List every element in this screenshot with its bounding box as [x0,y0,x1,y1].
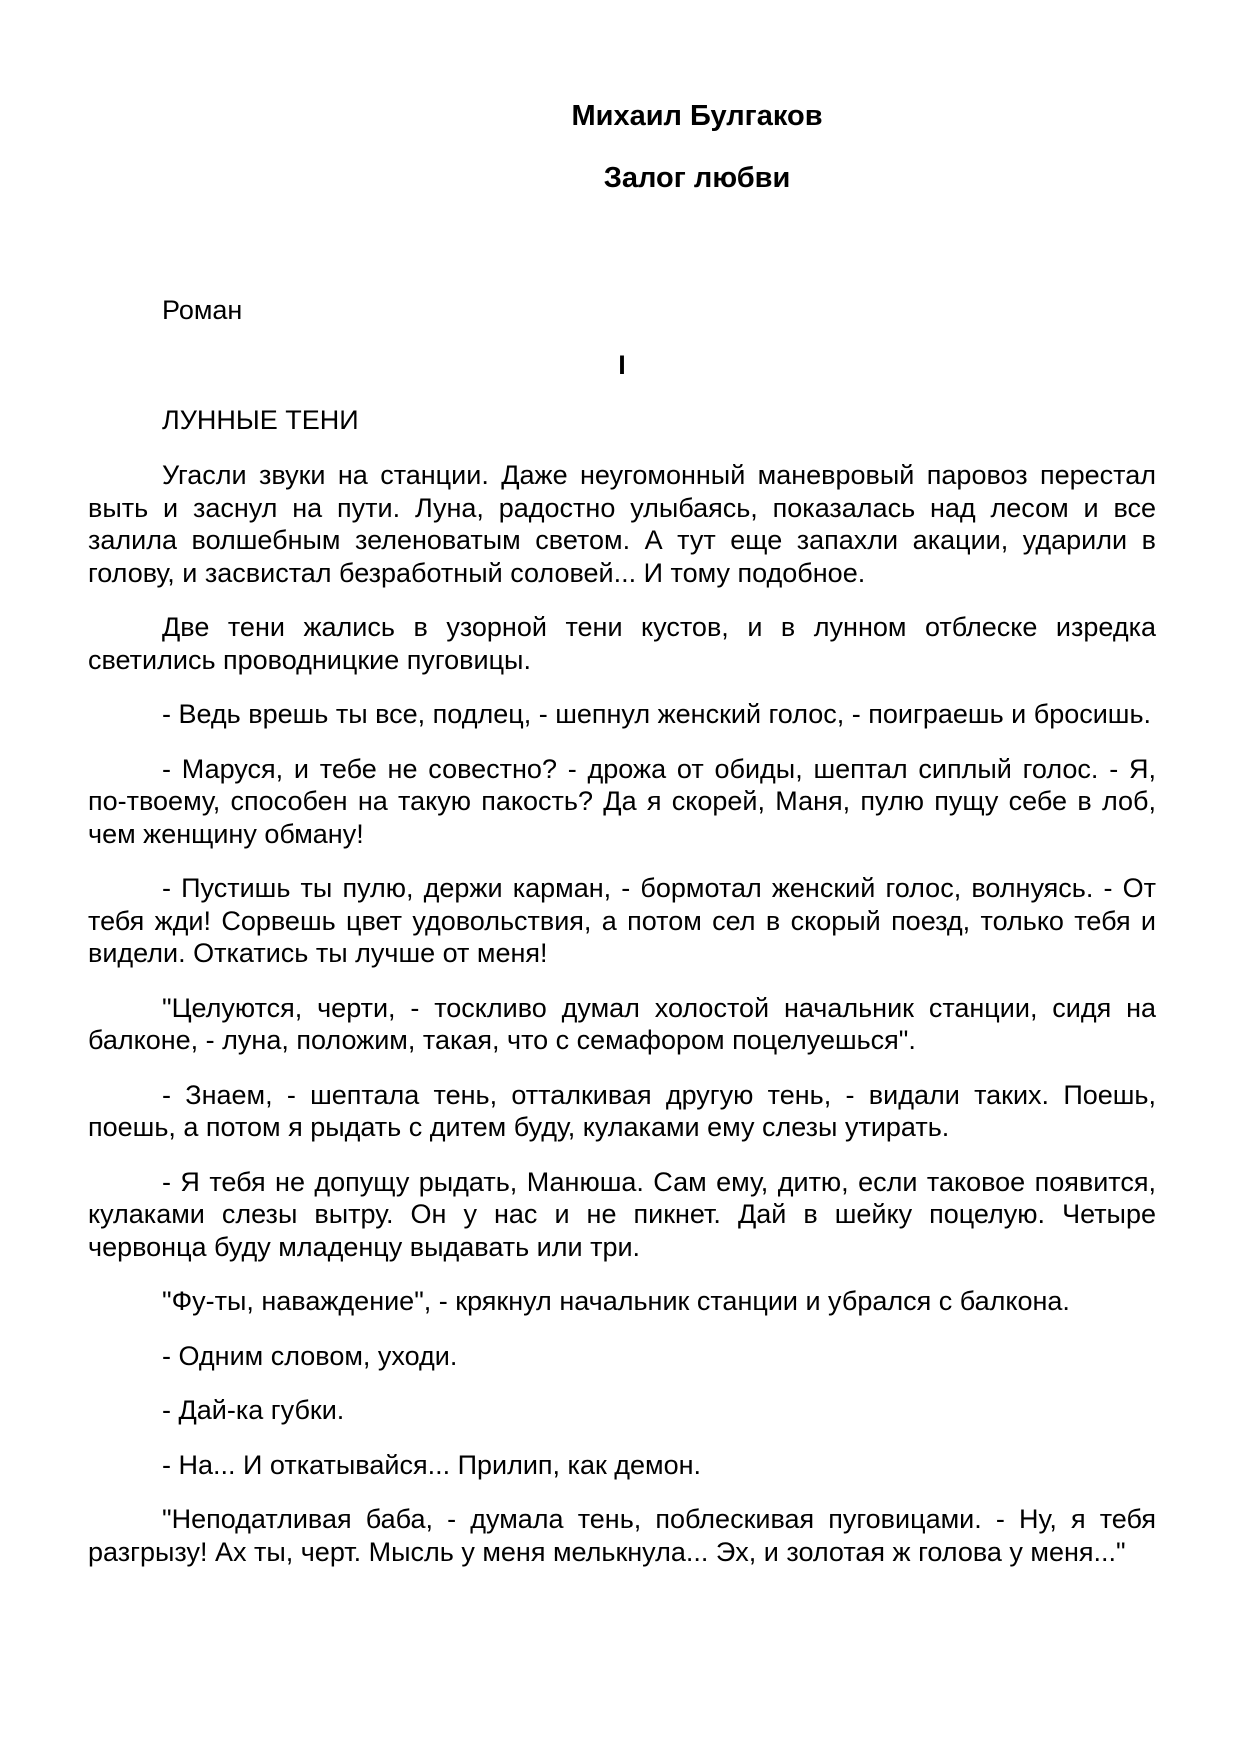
paragraph: Угасли звуки на станции. Даже неугомонный маневровый паровоз перестал выть и заснул на пути. Луна, радостно улыбаясь, показалась над лесом и все залила волшебным зеленоватым светом. А тут еще запахли акации, ударили в голову, и засвистал безработный соловей... И тому подобное. [88,460,1156,588]
paragraph: - На... И откатывайся... Прилип, как демон. [162,1449,702,1480]
paragraph: - Знаем, - шептала тень, отталкивая другую тень, - видали таких. Поешь, поешь, а потом я рыдать с дитем буду, кулаками ему слезы утирать. [88,1079,1156,1142]
paragraph: - Ведь врешь ты все, подлец, - шепнул женский голос, - поиграешь и бросишь. [162,699,1152,729]
chapter-number: I [618,350,626,380]
paragraph: - Дай-ка губки. [162,1395,345,1425]
chapter-title: ЛУННЫЕ ТЕНИ [162,405,359,435]
paragraph: - Маруся, и тебе не совестно? - дрожа от обиды, шептал сиплый голос. - Я, по-твоему, способен на такую пакость? Да я скорей, Маня, пулю пущу себе в лоб, чем женщину обману! [88,753,1156,849]
paragraph: "Фу-ты, наваждение", - крякнул начальник станции и убрался с балкона. [162,1286,1070,1316]
genre-label: Роман [162,295,243,325]
paragraph: - Я тебя не допущу рыдать, Манюша. Сам ему, дитю, если таковое появится, кулаками слезы вытру. Он у нас и не пикнет. Дай в шейку поцелую. Четыре червонца буду младенцу выдавать или три. [88,1166,1156,1262]
paragraph: "Целуются, черти, - тоскливо думал холостой начальник станции, сидя на балконе, - луна, положим, такая, что с семафором поцелуешься". [88,992,1156,1055]
book-title: Залог любви [603,162,791,194]
paragraph: - Одним словом, уходи. [162,1340,458,1371]
document-page [88,96,1156,1568]
paragraph: "Неподатливая баба, - думала тень, поблескивая пуговицами. - Ну, я тебя разгрызу! Ах ты, черт. Мысль у меня мелькнула... Эх, и золотая ж голова у меня..." [88,1504,1156,1567]
author-name: Михаил Булгаков [571,100,823,132]
paragraph: Две тени жались в узорной тени кустов, и в лунном отблеске изредка светились проводницкие пуговицы. [88,612,1156,675]
paragraph: - Пустишь ты пулю, держи карман, - бормотал женский голос, волнуясь. - От тебя жди! Сорвешь цвет удовольствия, а потом сел в скорый поезд, только тебя и видели. Откатись ты лучше от меня! [88,873,1156,968]
